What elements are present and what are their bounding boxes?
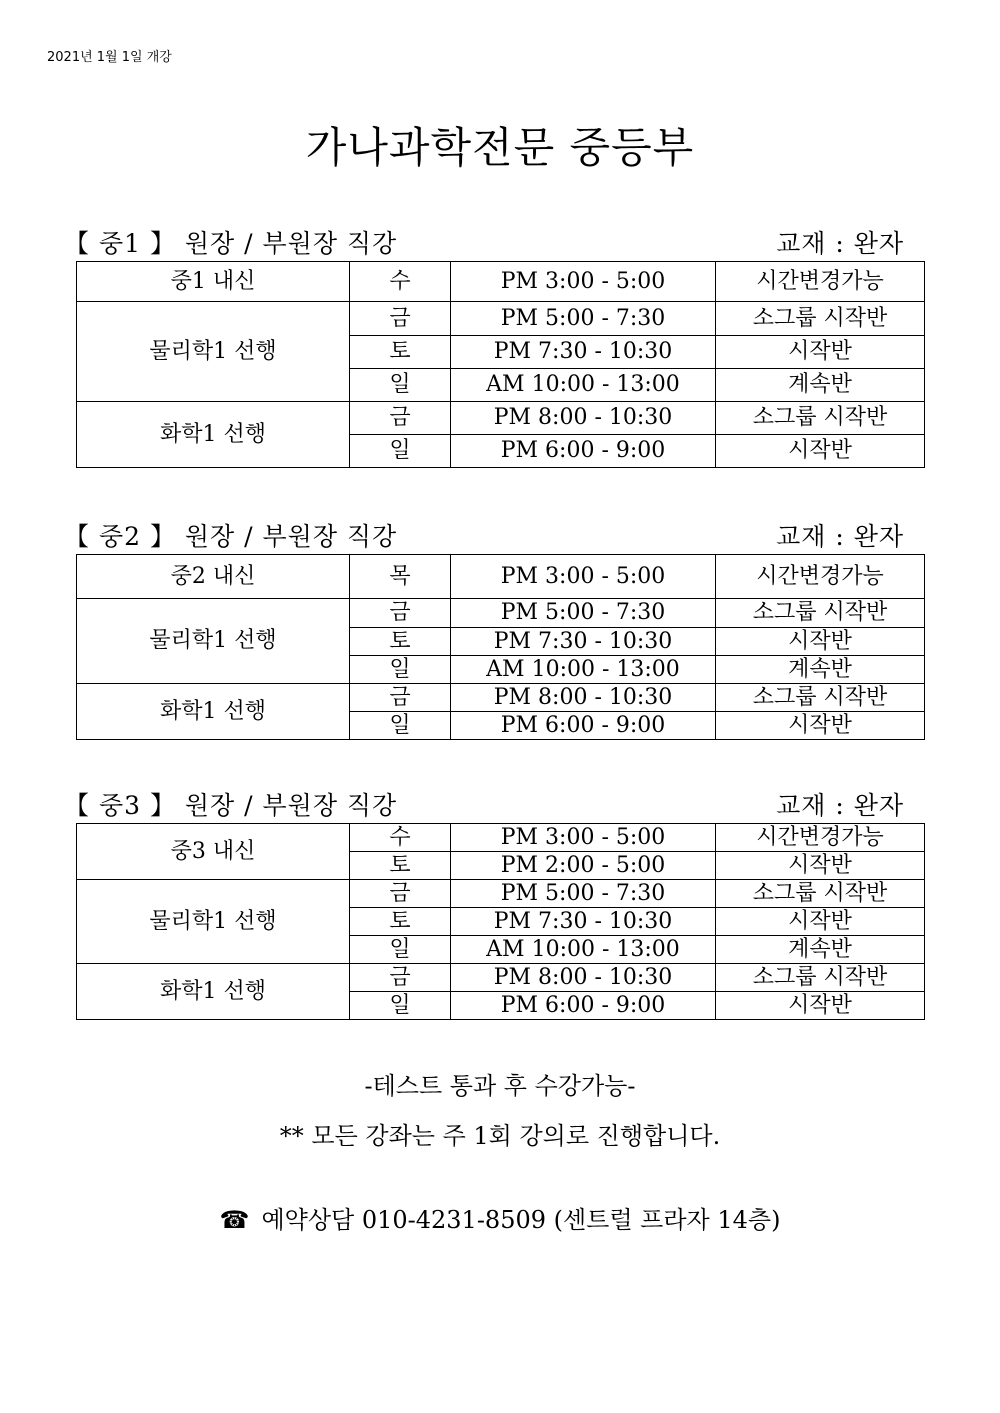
time-cell: PM 6:00 - 9:00 <box>451 435 716 468</box>
time-cell: PM 2:00 - 5:00 <box>451 852 716 880</box>
day-cell: 일 <box>350 435 451 468</box>
course-name: 중3 내신 <box>77 824 350 880</box>
note-cell: 계속반 <box>716 936 925 964</box>
day-cell: 금 <box>350 302 451 336</box>
day-cell: 토 <box>350 908 451 936</box>
section-grade3 <box>64 787 926 1020</box>
day-cell: 수 <box>350 262 451 302</box>
time-cell: PM 7:30 - 10:30 <box>451 628 716 656</box>
note-cell: 소그룹 시작반 <box>716 599 925 628</box>
note-cell: 시작반 <box>716 852 925 880</box>
time-cell: PM 3:00 - 5:00 <box>451 262 716 302</box>
time-cell: PM 6:00 - 9:00 <box>451 992 716 1020</box>
time-cell: PM 3:00 - 5:00 <box>451 555 716 599</box>
test-notice: -테스트 통과 후 수강가능- <box>364 1072 636 1100</box>
note-cell: 시작반 <box>716 336 925 369</box>
time-cell: AM 10:00 - 13:00 <box>451 369 716 402</box>
table-row <box>77 555 925 599</box>
table-row <box>77 599 925 628</box>
note-cell: 소그룹 시작반 <box>716 302 925 336</box>
note-cell: 시간변경가능 <box>716 555 925 599</box>
day-cell: 토 <box>350 628 451 656</box>
day-cell: 금 <box>350 402 451 435</box>
time-cell: PM 8:00 - 10:30 <box>451 964 716 992</box>
textbook-label: 교재 : 완자 <box>776 229 904 258</box>
course-name: 화학1 선행 <box>77 684 350 740</box>
table-row <box>77 964 925 992</box>
table-row <box>77 262 925 302</box>
section-grade2 <box>64 518 926 740</box>
note-cell: 소그룹 시작반 <box>716 880 925 908</box>
time-cell: PM 6:00 - 9:00 <box>451 712 716 740</box>
day-cell: 토 <box>350 852 451 880</box>
day-cell: 금 <box>350 880 451 908</box>
note-cell: 시작반 <box>716 435 925 468</box>
day-cell: 금 <box>350 964 451 992</box>
note-cell: 시작반 <box>716 992 925 1020</box>
time-cell: PM 7:30 - 10:30 <box>451 908 716 936</box>
textbook-label: 교재 : 완자 <box>776 522 904 551</box>
table-row <box>77 824 925 852</box>
section-grade1 <box>64 225 926 468</box>
note-cell: 소그룹 시작반 <box>716 964 925 992</box>
day-cell: 일 <box>350 656 451 684</box>
section-heading: 【 중1 】 원장 / 부원장 직강 <box>64 229 398 258</box>
contact-text: 예약상담 010-4231-8509 (센트럴 프라자 14층) <box>261 1206 781 1234</box>
time-cell: PM 8:00 - 10:30 <box>451 402 716 435</box>
weekly-notice: ** 모든 강좌는 주 1회 강의로 진행합니다. <box>279 1122 721 1150</box>
textbook-label: 교재 : 완자 <box>776 791 904 820</box>
day-cell: 일 <box>350 712 451 740</box>
time-cell: PM 7:30 - 10:30 <box>451 336 716 369</box>
contact-line <box>0 1200 1000 1235</box>
table-row <box>77 684 925 712</box>
note-cell: 계속반 <box>716 369 925 402</box>
table-row <box>77 302 925 336</box>
day-cell: 일 <box>350 936 451 964</box>
course-name: 중2 내신 <box>77 555 350 599</box>
schedule-table <box>76 261 925 468</box>
time-cell: PM 5:00 - 7:30 <box>451 302 716 336</box>
course-name: 중1 내신 <box>77 262 350 302</box>
section-heading: 【 중2 】 원장 / 부원장 직강 <box>64 522 398 551</box>
time-cell: PM 8:00 - 10:30 <box>451 684 716 712</box>
schedule-table <box>76 823 925 1020</box>
course-name: 물리학1 선행 <box>77 302 350 402</box>
day-cell: 일 <box>350 369 451 402</box>
time-cell: AM 10:00 - 13:00 <box>451 656 716 684</box>
day-cell: 목 <box>350 555 451 599</box>
course-name: 화학1 선행 <box>77 402 350 468</box>
day-cell: 금 <box>350 684 451 712</box>
day-cell: 일 <box>350 992 451 1020</box>
day-cell: 금 <box>350 599 451 628</box>
time-cell: PM 5:00 - 7:30 <box>451 599 716 628</box>
course-name: 화학1 선행 <box>77 964 350 1020</box>
time-cell: PM 3:00 - 5:00 <box>451 824 716 852</box>
section-header <box>64 225 926 259</box>
table-row <box>77 402 925 435</box>
note-cell: 소그룹 시작반 <box>716 402 925 435</box>
day-cell: 토 <box>350 336 451 369</box>
table-row <box>77 880 925 908</box>
note-cell: 시간변경가능 <box>716 262 925 302</box>
course-name: 물리학1 선행 <box>77 599 350 684</box>
date-label: 2021년 1월 1일 개강 <box>47 50 172 65</box>
time-cell: PM 5:00 - 7:30 <box>451 880 716 908</box>
schedule-table <box>76 554 925 740</box>
note-cell: 시작반 <box>716 712 925 740</box>
page-title: 가나과학전문 중등부 <box>305 123 695 172</box>
section-header <box>64 518 926 552</box>
time-cell: AM 10:00 - 13:00 <box>451 936 716 964</box>
note-cell: 시작반 <box>716 908 925 936</box>
phone-icon: ☎ <box>219 1206 250 1234</box>
note-cell: 계속반 <box>716 656 925 684</box>
course-name: 물리학1 선행 <box>77 880 350 964</box>
note-cell: 시작반 <box>716 628 925 656</box>
note-cell: 소그룹 시작반 <box>716 684 925 712</box>
section-header <box>64 787 926 821</box>
day-cell: 수 <box>350 824 451 852</box>
section-heading: 【 중3 】 원장 / 부원장 직강 <box>64 791 398 820</box>
note-cell: 시간변경가능 <box>716 824 925 852</box>
